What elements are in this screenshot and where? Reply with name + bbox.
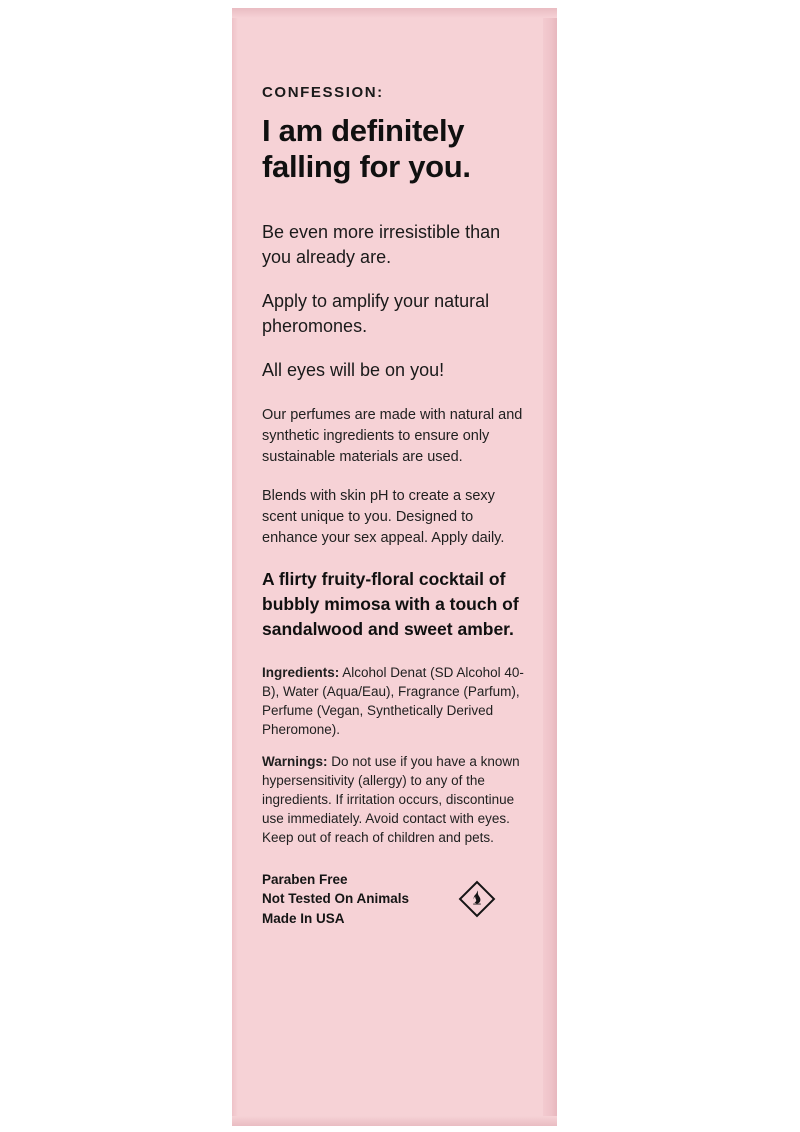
- box-top-edge: [232, 8, 557, 18]
- lede-line-3: All eyes will be on you!: [262, 359, 445, 380]
- package-copy: [262, 84, 530, 929]
- ingredients-text: Alcohol Denat (SD Alcohol 40-B), Water (Aqua/Eau), Fragrance (Parfum), Perfume (Vegan, Synthetically Derived Pheromone).: [262, 664, 524, 737]
- warnings-label: Warnings:: [262, 754, 328, 770]
- lede-line-1: Be even more irresistible than you already are.: [262, 221, 501, 268]
- claims-row: [262, 870, 494, 929]
- box-left-edge: [232, 8, 238, 1126]
- claim-paraben-free: Paraben Free: [262, 871, 348, 887]
- scent-description: A flirty fruity-floral cocktail of bubbly mimosa with a touch of sandalwood and sweet amber.: [262, 569, 519, 640]
- claims-list: [262, 870, 409, 929]
- body-paragraph-2: Blends with skin pH to create a sexy scent unique to you. Designed to enhance your sex appeal. Apply daily.: [262, 488, 505, 547]
- headline: I am definitely falling for you.: [262, 113, 471, 185]
- ingredients-label: Ingredients:: [262, 664, 340, 680]
- claim-not-tested-on-animals: Not Tested On Animals: [262, 891, 410, 907]
- ghs-flammable-icon: [460, 882, 494, 916]
- lede-block: [262, 220, 530, 384]
- ghs-flame-shape: [460, 882, 494, 916]
- box-bottom-edge: [232, 1116, 557, 1126]
- kicker-text: CONFESSION:: [262, 84, 384, 101]
- warnings-text: Do not use if you have a known hypersensitivity (allergy) to any of the ingredients. If irritation occurs, discontinue use immediately. Avoid contact with eyes. Keep out of reach of children and pets.: [262, 754, 520, 846]
- claim-made-in-usa: Made In USA: [262, 911, 345, 927]
- body-paragraph-1: Our perfumes are made with natural and synthetic ingredients to ensure only sustainable materials are used.: [262, 407, 523, 466]
- perfume-box: [232, 8, 557, 1126]
- ingredients-block: [262, 664, 530, 740]
- warnings-block: [262, 753, 530, 847]
- box-right-edge: [543, 8, 557, 1126]
- lede-line-2: Apply to amplify your natural pheromones.: [262, 290, 490, 337]
